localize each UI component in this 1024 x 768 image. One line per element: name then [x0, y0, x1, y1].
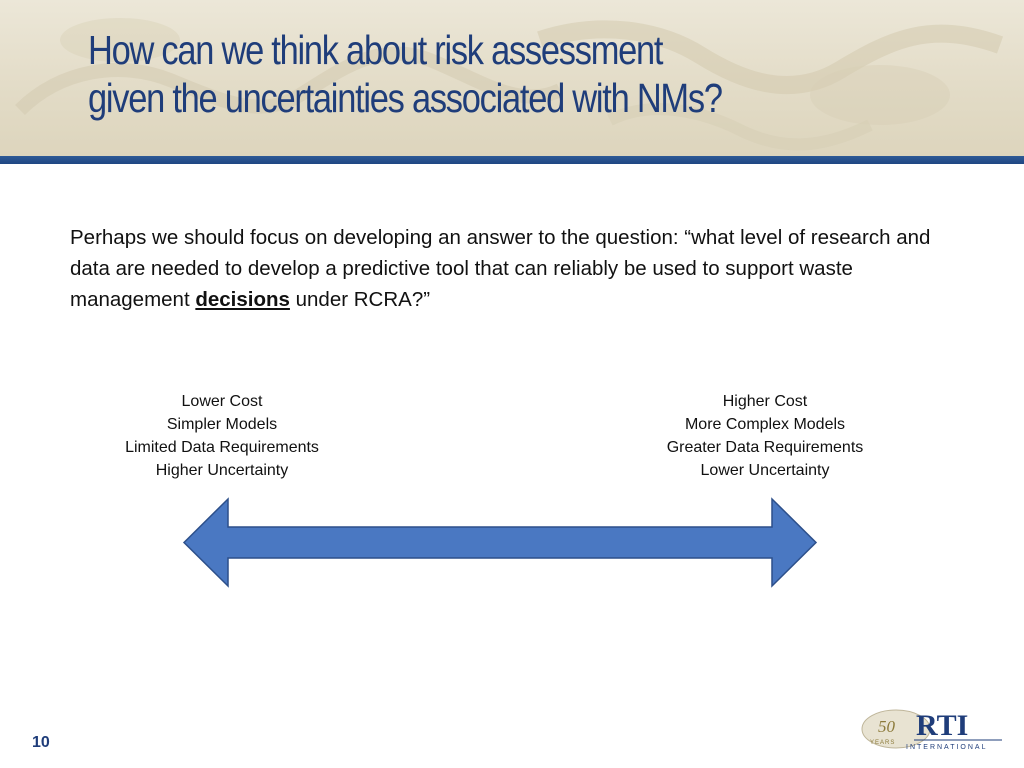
right-label-uncertainty: Lower Uncertainty [700, 462, 830, 479]
intro-text-end: under RCRA?” [289, 288, 431, 311]
logo-subtitle: INTERNATIONAL [906, 744, 988, 751]
logo-years: YEARS [870, 740, 896, 746]
spectrum-left-labels [92, 390, 352, 482]
left-label-cost: Lower Cost [181, 393, 263, 410]
intro-emphasis: decisions [195, 288, 290, 311]
right-label-cost: Higher Cost [722, 393, 808, 410]
intro-paragraph [70, 222, 940, 315]
title-line-1: How can we think about risk assessment [88, 27, 663, 73]
slide-title [88, 26, 844, 122]
double-headed-arrow [180, 495, 820, 590]
right-label-data: Greater Data Requirements [666, 439, 864, 456]
left-label-data: Limited Data Requirements [125, 439, 319, 456]
left-label-models: Simpler Models [166, 416, 278, 433]
logo-anniversary: 50 [878, 717, 895, 736]
rti-logo [856, 702, 1006, 756]
header-divider [0, 156, 1024, 164]
left-label-uncertainty: Higher Uncertainty [155, 462, 289, 479]
spectrum-right-labels [625, 390, 905, 482]
arrow-shape [184, 499, 816, 586]
header-banner [0, 0, 1024, 156]
page-number: 10 [32, 734, 50, 751]
right-label-models: More Complex Models [684, 416, 846, 433]
intro-text: Perhaps we should focus on developing an answer to the question: “what level of research and data are needed to develop a predictive tool that can reliably be used to support waste management [70, 226, 931, 311]
title-line-2: given the uncertainties associated with NMs? [88, 75, 722, 121]
logo-brand: RTI [916, 709, 969, 742]
